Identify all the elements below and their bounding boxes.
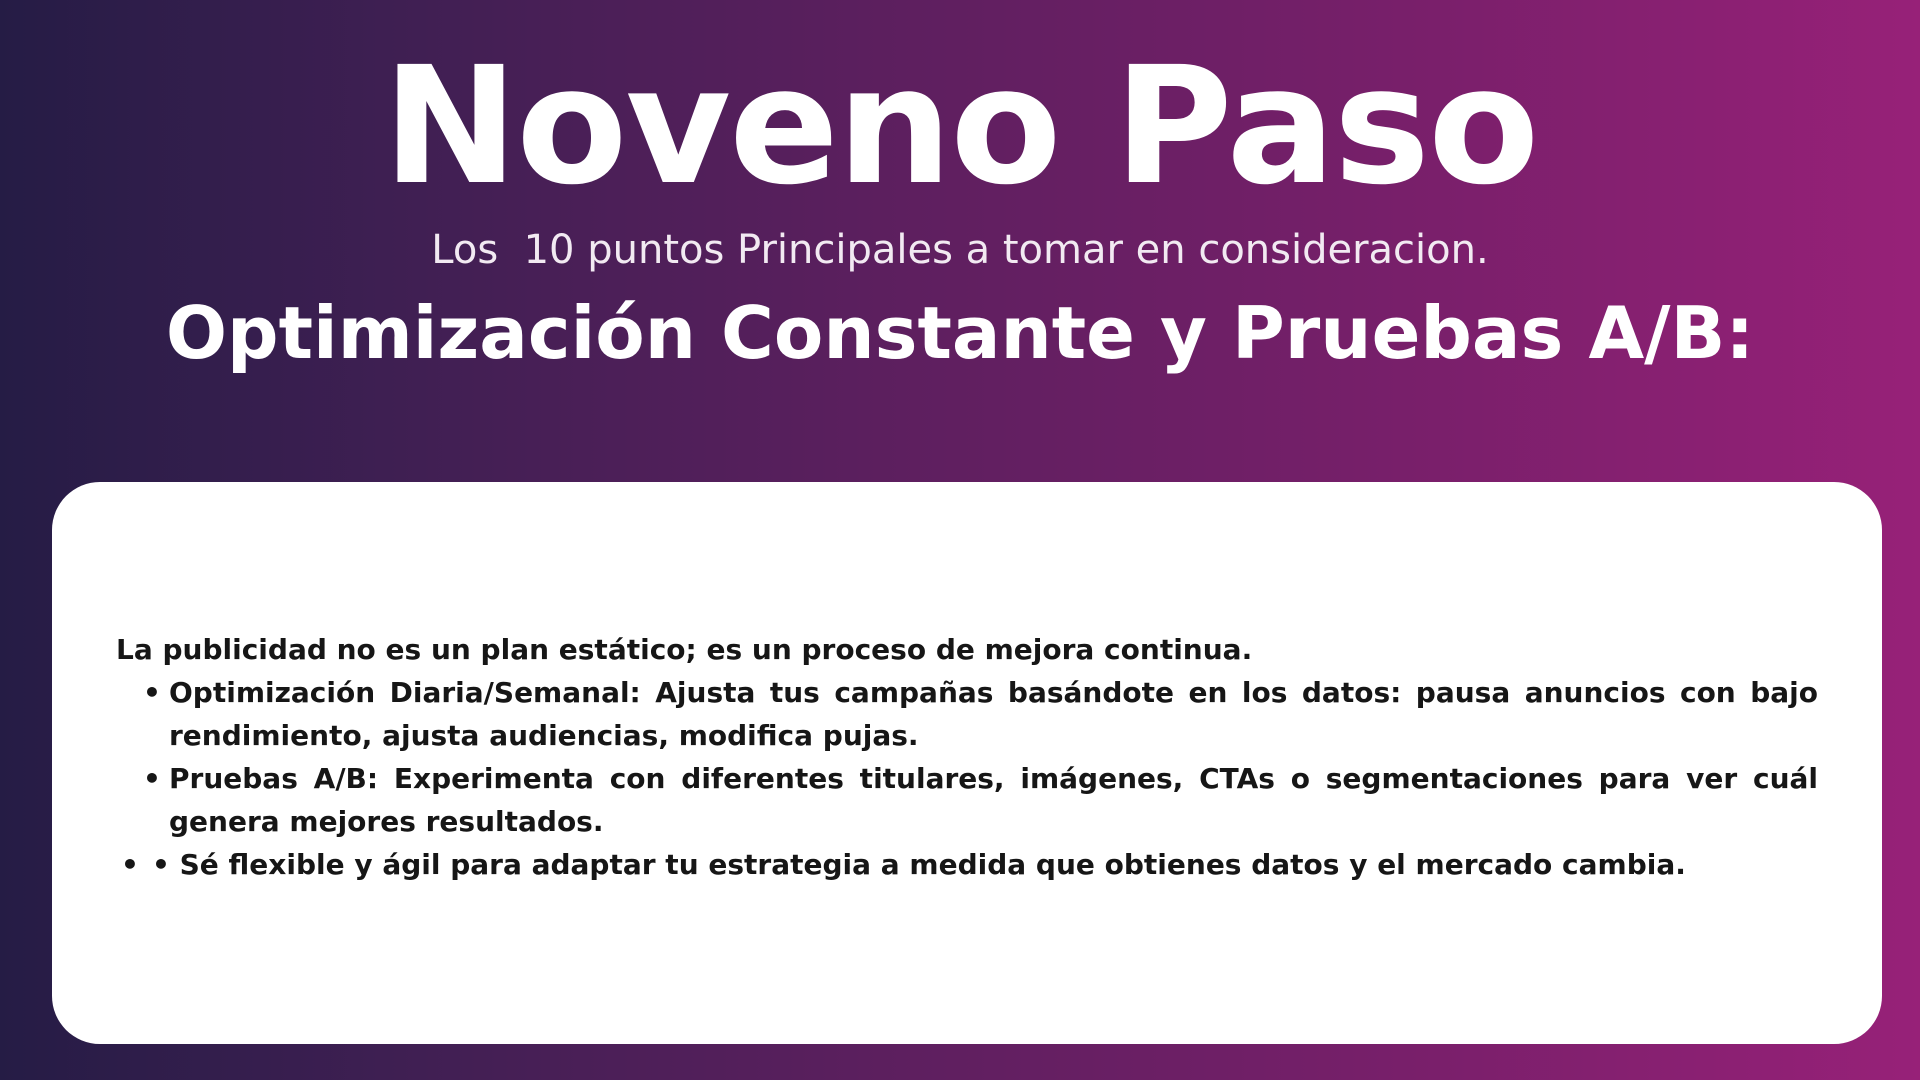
content-card bbox=[52, 482, 1882, 1044]
bullet-item-flexible bbox=[116, 843, 1818, 886]
bullet-text: • Sé flexible y ágil para adaptar tu estrategia a medida que obtienes datos y el mercado cambia. bbox=[152, 848, 1686, 881]
slide-subtitle: Los 10 puntos Principales a tomar en consideracion. bbox=[431, 227, 1489, 273]
bullet-dot-icon: • bbox=[121, 848, 139, 881]
intro-text: La publicidad no es un plan estático; es un proceso de mejora continua. bbox=[116, 633, 1253, 666]
bullet-dot-icon: • bbox=[143, 762, 161, 795]
bullet-text: Optimización Diaria/Semanal: Ajusta tus campañas basándote en los datos: pausa anuncios con bajo rendimiento, ajusta audiencias, modifica pujas. bbox=[169, 676, 1818, 752]
bullet-dot-icon: • bbox=[143, 676, 161, 709]
bullet-text: Pruebas A/B: Experimenta con diferentes titulares, imágenes, CTAs o segmentaciones para ver cuál genera mejores resultados. bbox=[169, 762, 1818, 838]
bullet-item-optimizacion bbox=[116, 671, 1818, 757]
bullet-list bbox=[116, 671, 1818, 843]
bullet-item-pruebas bbox=[116, 757, 1818, 843]
card-content bbox=[116, 628, 1818, 886]
section-heading: Optimización Constante y Pruebas A/B: bbox=[165, 291, 1755, 375]
slide-title: Noveno Paso bbox=[382, 33, 1538, 221]
